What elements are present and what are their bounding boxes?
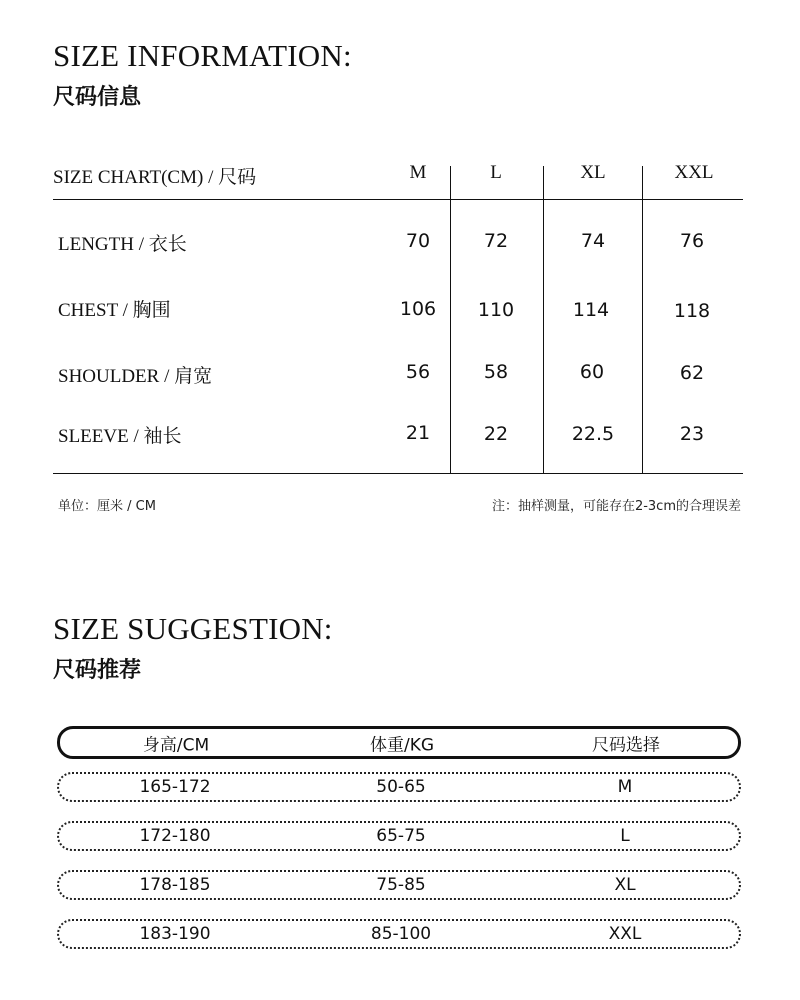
size-information-title: SIZE INFORMATION: xyxy=(53,38,352,73)
table-cell: 106 xyxy=(399,298,437,320)
header-weight: 体重/KG xyxy=(369,735,435,755)
size-header-l: L xyxy=(490,162,502,183)
header-height: 身高/CM xyxy=(142,735,210,755)
size-chart-label: SIZE CHART(CM) / 尺码 xyxy=(53,167,257,188)
row-label-length: LENGTH / 衣长 xyxy=(58,234,187,255)
height-range: 165-172 xyxy=(139,777,211,797)
size-header-xl: XL xyxy=(580,162,606,183)
table-cell: 114 xyxy=(572,299,610,321)
suggestion-row xyxy=(57,919,741,949)
table-cell: 76 xyxy=(679,230,705,252)
size-header-xxl: XXL xyxy=(674,162,714,183)
table-cell: 23 xyxy=(679,423,705,445)
suggestion-header-row xyxy=(57,726,741,759)
row-label-shoulder: SHOULDER / 肩宽 xyxy=(58,366,213,387)
height-range: 172-180 xyxy=(139,826,211,846)
height-range: 178-185 xyxy=(139,875,211,895)
suggestion-row xyxy=(57,821,741,851)
table-cell: 72 xyxy=(483,230,509,252)
table-cell: 74 xyxy=(580,230,606,252)
weight-range: 65-75 xyxy=(376,826,426,846)
chart-top-rule xyxy=(53,199,743,200)
weight-range: 75-85 xyxy=(376,875,426,895)
table-cell: 22 xyxy=(483,423,509,445)
table-cell: 62 xyxy=(679,362,705,384)
table-cell: 58 xyxy=(483,361,509,383)
recommended-size: XL xyxy=(614,875,636,895)
chart-divider xyxy=(543,166,544,474)
row-label-sleeve: SLEEVE / 袖长 xyxy=(58,426,182,447)
chart-bottom-rule xyxy=(53,473,743,474)
recommended-size: M xyxy=(617,777,633,797)
size-suggestion-title: SIZE SUGGESTION: xyxy=(53,611,333,646)
height-range: 183-190 xyxy=(139,924,211,944)
size-suggestion-subtitle: 尺码推荐 xyxy=(53,658,142,683)
suggestion-row xyxy=(57,772,741,802)
table-cell: 56 xyxy=(405,361,431,383)
suggestion-row xyxy=(57,870,741,900)
size-header-m: M xyxy=(409,162,427,183)
table-cell: 118 xyxy=(673,300,711,322)
recommended-size: XXL xyxy=(608,924,642,944)
table-cell: 22.5 xyxy=(571,423,615,445)
table-cell: 70 xyxy=(405,230,431,252)
recommended-size: L xyxy=(620,826,630,846)
measurement-note: 注：抽样测量，可能存在2-3cm的合理误差 xyxy=(491,499,741,514)
size-information-subtitle: 尺码信息 xyxy=(53,85,142,110)
weight-range: 50-65 xyxy=(376,777,426,797)
table-cell: 21 xyxy=(405,422,431,444)
table-cell: 110 xyxy=(477,299,515,321)
chart-divider xyxy=(642,166,643,474)
weight-range: 85-100 xyxy=(370,924,432,944)
header-size-choice: 尺码选择 xyxy=(592,735,660,755)
table-cell: 60 xyxy=(579,361,605,383)
unit-note: 单位：厘米 / CM xyxy=(58,499,156,514)
row-label-chest: CHEST / 胸围 xyxy=(58,300,171,321)
